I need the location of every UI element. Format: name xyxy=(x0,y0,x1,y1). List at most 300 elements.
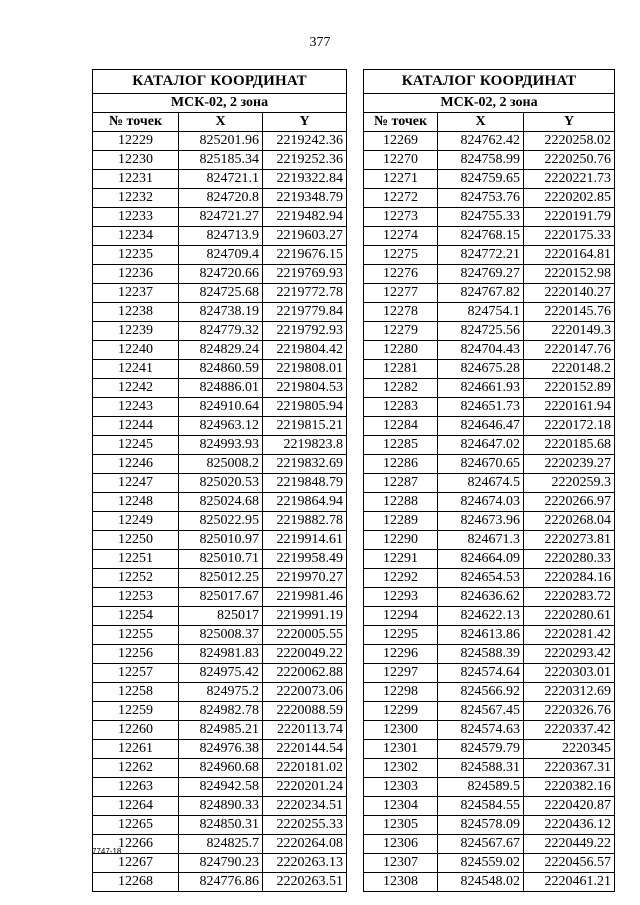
cell-point-number: 12268 xyxy=(93,873,179,892)
cell-point-number: 12236 xyxy=(93,265,179,284)
cell-y: 2220140.27 xyxy=(524,284,615,303)
table-row xyxy=(93,835,347,854)
cell-y: 2219482.94 xyxy=(263,208,347,227)
cell-y: 2220191.79 xyxy=(524,208,615,227)
cell-x: 824548.02 xyxy=(438,873,524,892)
cell-point-number: 12304 xyxy=(364,797,438,816)
cell-point-number: 12278 xyxy=(364,303,438,322)
cell-y: 2220456.57 xyxy=(524,854,615,873)
cell-y: 2219772.78 xyxy=(263,284,347,303)
cell-x: 824767.82 xyxy=(438,284,524,303)
cell-point-number: 12245 xyxy=(93,436,179,455)
cell-x: 824721.1 xyxy=(179,170,263,189)
cell-x: 824566.92 xyxy=(438,683,524,702)
cell-point-number: 12303 xyxy=(364,778,438,797)
table-row xyxy=(364,683,615,702)
cell-y: 2219815.21 xyxy=(263,417,347,436)
cell-point-number: 12253 xyxy=(93,588,179,607)
table-row xyxy=(364,873,615,892)
cell-x: 825020.53 xyxy=(179,474,263,493)
cell-x: 824993.93 xyxy=(179,436,263,455)
table-row xyxy=(93,208,347,227)
table-row xyxy=(364,151,615,170)
cell-x: 824670.65 xyxy=(438,455,524,474)
cell-y: 2220461.21 xyxy=(524,873,615,892)
table-row xyxy=(93,417,347,436)
cell-y: 2219792.93 xyxy=(263,322,347,341)
cell-y: 2219779.84 xyxy=(263,303,347,322)
cell-y: 2220088.59 xyxy=(263,702,347,721)
cell-point-number: 12243 xyxy=(93,398,179,417)
cell-point-number: 12272 xyxy=(364,189,438,208)
table-row xyxy=(93,265,347,284)
table-row xyxy=(364,531,615,550)
table-row xyxy=(364,854,615,873)
table-row xyxy=(93,189,347,208)
table-row xyxy=(364,778,615,797)
cell-y: 2220202.85 xyxy=(524,189,615,208)
cell-point-number: 12270 xyxy=(364,151,438,170)
table-row xyxy=(93,132,347,151)
table-row xyxy=(93,303,347,322)
cell-y: 2220234.51 xyxy=(263,797,347,816)
cell-point-number: 12300 xyxy=(364,721,438,740)
cell-point-number: 12298 xyxy=(364,683,438,702)
cell-point-number: 12282 xyxy=(364,379,438,398)
cell-y: 2220258.02 xyxy=(524,132,615,151)
table-row xyxy=(364,569,615,588)
table-row xyxy=(93,455,347,474)
cell-point-number: 12264 xyxy=(93,797,179,816)
cell-x: 824636.62 xyxy=(438,588,524,607)
table-row xyxy=(364,246,615,265)
cell-y: 2220273.81 xyxy=(524,531,615,550)
cell-point-number: 12232 xyxy=(93,189,179,208)
column-header-point-number: № точек xyxy=(364,113,438,132)
cell-y: 2220280.61 xyxy=(524,607,615,626)
table-row xyxy=(364,341,615,360)
cell-point-number: 12239 xyxy=(93,322,179,341)
cell-y: 2220255.33 xyxy=(263,816,347,835)
table-row xyxy=(93,778,347,797)
cell-y: 2220436.12 xyxy=(524,816,615,835)
cell-x: 824755.33 xyxy=(438,208,524,227)
cell-x: 824769.27 xyxy=(438,265,524,284)
cell-x: 824758.99 xyxy=(438,151,524,170)
cell-point-number: 12296 xyxy=(364,645,438,664)
catalog-title: КАТАЛОГ КООРДИНАТ xyxy=(93,70,347,94)
cell-point-number: 12254 xyxy=(93,607,179,626)
cell-x: 824574.64 xyxy=(438,664,524,683)
cell-point-number: 12256 xyxy=(93,645,179,664)
cell-x: 824860.59 xyxy=(179,360,263,379)
cell-x: 824588.39 xyxy=(438,645,524,664)
cell-x: 825201.96 xyxy=(179,132,263,151)
table-row xyxy=(364,607,615,626)
cell-y: 2219882.78 xyxy=(263,512,347,531)
cell-x: 824651.73 xyxy=(438,398,524,417)
cell-x: 824753.76 xyxy=(438,189,524,208)
cell-y: 2220239.27 xyxy=(524,455,615,474)
cell-y: 2220326.76 xyxy=(524,702,615,721)
cell-point-number: 12237 xyxy=(93,284,179,303)
cell-x: 824910.64 xyxy=(179,398,263,417)
table-row xyxy=(364,816,615,835)
cell-point-number: 12267 xyxy=(93,854,179,873)
cell-point-number: 12257 xyxy=(93,664,179,683)
cell-point-number: 12275 xyxy=(364,246,438,265)
cell-y: 2220337.42 xyxy=(524,721,615,740)
cell-y: 2220263.51 xyxy=(263,873,347,892)
table-row xyxy=(93,607,347,626)
cell-y: 2220152.98 xyxy=(524,265,615,284)
table-row xyxy=(93,341,347,360)
table-row xyxy=(93,474,347,493)
cell-x: 824578.09 xyxy=(438,816,524,835)
cell-point-number: 12287 xyxy=(364,474,438,493)
table-row xyxy=(364,759,615,778)
cell-point-number: 12307 xyxy=(364,854,438,873)
cell-y: 2220266.97 xyxy=(524,493,615,512)
cell-y: 2220049.22 xyxy=(263,645,347,664)
table-row xyxy=(93,759,347,778)
cell-x: 824654.53 xyxy=(438,569,524,588)
cell-y: 2219252.36 xyxy=(263,151,347,170)
cell-y: 2220149.3 xyxy=(524,322,615,341)
cell-point-number: 12229 xyxy=(93,132,179,151)
table-row xyxy=(364,227,615,246)
table-row xyxy=(364,170,615,189)
table-row xyxy=(364,436,615,455)
cell-y: 2219970.27 xyxy=(263,569,347,588)
cell-point-number: 12266 xyxy=(93,835,179,854)
cell-x: 824704.43 xyxy=(438,341,524,360)
table-row xyxy=(364,512,615,531)
cell-point-number: 12233 xyxy=(93,208,179,227)
cell-x: 824574.63 xyxy=(438,721,524,740)
cell-x: 824613.86 xyxy=(438,626,524,645)
cell-point-number: 12238 xyxy=(93,303,179,322)
cell-y: 2220073.06 xyxy=(263,683,347,702)
cell-point-number: 12252 xyxy=(93,569,179,588)
cell-point-number: 12301 xyxy=(364,740,438,759)
cell-x: 824960.68 xyxy=(179,759,263,778)
cell-point-number: 12280 xyxy=(364,341,438,360)
coordinate-catalog-table-left xyxy=(92,69,347,892)
cell-x: 825017.67 xyxy=(179,588,263,607)
cell-x: 824709.4 xyxy=(179,246,263,265)
table-row xyxy=(364,740,615,759)
column-header-point-number: № точек xyxy=(93,113,179,132)
cell-point-number: 12251 xyxy=(93,550,179,569)
cell-y: 2219981.46 xyxy=(263,588,347,607)
table-row xyxy=(93,512,347,531)
cell-point-number: 12288 xyxy=(364,493,438,512)
coordinate-system-zone: МСК-02, 2 зона xyxy=(364,94,615,113)
table-row xyxy=(364,835,615,854)
table-row xyxy=(364,379,615,398)
table-row xyxy=(93,436,347,455)
cell-x: 825008.37 xyxy=(179,626,263,645)
cell-y: 2219832.69 xyxy=(263,455,347,474)
table-row xyxy=(93,626,347,645)
table-row xyxy=(93,227,347,246)
table-row xyxy=(364,626,615,645)
table-row xyxy=(93,721,347,740)
cell-x: 824584.55 xyxy=(438,797,524,816)
table-row xyxy=(93,550,347,569)
cell-x: 824725.56 xyxy=(438,322,524,341)
cell-x: 824790.23 xyxy=(179,854,263,873)
table-row xyxy=(364,265,615,284)
cell-x: 824661.93 xyxy=(438,379,524,398)
cell-point-number: 12297 xyxy=(364,664,438,683)
table-row xyxy=(93,664,347,683)
table-row xyxy=(364,132,615,151)
cell-point-number: 12247 xyxy=(93,474,179,493)
cell-y: 2220161.94 xyxy=(524,398,615,417)
cell-y: 2220312.69 xyxy=(524,683,615,702)
cell-x: 824981.83 xyxy=(179,645,263,664)
cell-point-number: 12262 xyxy=(93,759,179,778)
cell-x: 824942.58 xyxy=(179,778,263,797)
cell-x: 824671.3 xyxy=(438,531,524,550)
cell-point-number: 12255 xyxy=(93,626,179,645)
cell-y: 2220449.22 xyxy=(524,835,615,854)
cell-y: 2220185.68 xyxy=(524,436,615,455)
table-row xyxy=(93,588,347,607)
cell-x: 824890.33 xyxy=(179,797,263,816)
cell-point-number: 12230 xyxy=(93,151,179,170)
cell-x: 824673.96 xyxy=(438,512,524,531)
cell-x: 825010.97 xyxy=(179,531,263,550)
cell-y: 2220145.76 xyxy=(524,303,615,322)
cell-point-number: 12271 xyxy=(364,170,438,189)
cell-y: 2220164.81 xyxy=(524,246,615,265)
cell-point-number: 12269 xyxy=(364,132,438,151)
cell-point-number: 12285 xyxy=(364,436,438,455)
cell-x: 825010.71 xyxy=(179,550,263,569)
cell-x: 824713.9 xyxy=(179,227,263,246)
cell-x: 824646.47 xyxy=(438,417,524,436)
table-row xyxy=(93,398,347,417)
cell-y: 2220420.87 xyxy=(524,797,615,816)
table-row xyxy=(93,797,347,816)
table-row xyxy=(93,170,347,189)
cell-x: 824725.68 xyxy=(179,284,263,303)
cell-y: 2220283.72 xyxy=(524,588,615,607)
cell-point-number: 12242 xyxy=(93,379,179,398)
cell-point-number: 12290 xyxy=(364,531,438,550)
cell-y: 2220268.04 xyxy=(524,512,615,531)
cell-y: 2219348.79 xyxy=(263,189,347,208)
cell-y: 2220264.08 xyxy=(263,835,347,854)
cell-y: 2220367.31 xyxy=(524,759,615,778)
cell-y: 2220281.42 xyxy=(524,626,615,645)
cell-point-number: 12259 xyxy=(93,702,179,721)
cell-y: 2219322.84 xyxy=(263,170,347,189)
cell-x: 824963.12 xyxy=(179,417,263,436)
table-row xyxy=(364,360,615,379)
table-row xyxy=(364,303,615,322)
cell-point-number: 12235 xyxy=(93,246,179,265)
cell-y: 2219808.01 xyxy=(263,360,347,379)
cell-x: 825017 xyxy=(179,607,263,626)
cell-y: 2220147.76 xyxy=(524,341,615,360)
table-body xyxy=(364,132,615,892)
cell-y: 2219603.27 xyxy=(263,227,347,246)
cell-point-number: 12308 xyxy=(364,873,438,892)
cell-y: 2220005.55 xyxy=(263,626,347,645)
table-body xyxy=(93,132,347,892)
cell-y: 2220062.88 xyxy=(263,664,347,683)
cell-x: 825012.25 xyxy=(179,569,263,588)
table-row xyxy=(93,683,347,702)
cell-x: 824674.5 xyxy=(438,474,524,493)
cell-x: 824825.7 xyxy=(179,835,263,854)
cell-x: 824776.86 xyxy=(179,873,263,892)
cell-point-number: 12289 xyxy=(364,512,438,531)
table-row xyxy=(364,645,615,664)
cell-point-number: 12246 xyxy=(93,455,179,474)
table-row xyxy=(364,721,615,740)
cell-x: 824664.09 xyxy=(438,550,524,569)
cell-point-number: 12240 xyxy=(93,341,179,360)
cell-point-number: 12273 xyxy=(364,208,438,227)
table-row xyxy=(93,379,347,398)
table-row xyxy=(364,455,615,474)
cell-y: 2220284.16 xyxy=(524,569,615,588)
cell-x: 824675.28 xyxy=(438,360,524,379)
column-header-y: Y xyxy=(524,113,615,132)
cell-point-number: 12284 xyxy=(364,417,438,436)
cell-x: 824829.24 xyxy=(179,341,263,360)
cell-y: 2219991.19 xyxy=(263,607,347,626)
cell-x: 824588.31 xyxy=(438,759,524,778)
cell-point-number: 12263 xyxy=(93,778,179,797)
cell-x: 824579.79 xyxy=(438,740,524,759)
table-row xyxy=(93,702,347,721)
cell-y: 2220201.24 xyxy=(263,778,347,797)
cell-point-number: 12294 xyxy=(364,607,438,626)
cell-point-number: 12283 xyxy=(364,398,438,417)
table-row xyxy=(93,816,347,835)
table-row xyxy=(364,189,615,208)
table-row xyxy=(364,702,615,721)
cell-y: 2219804.53 xyxy=(263,379,347,398)
cell-x: 824567.67 xyxy=(438,835,524,854)
cell-y: 2220250.76 xyxy=(524,151,615,170)
table-row xyxy=(364,284,615,303)
cell-point-number: 12260 xyxy=(93,721,179,740)
cell-point-number: 12295 xyxy=(364,626,438,645)
page-number: 377 xyxy=(309,35,331,50)
cell-x: 824982.78 xyxy=(179,702,263,721)
cell-point-number: 12277 xyxy=(364,284,438,303)
cell-x: 824772.21 xyxy=(438,246,524,265)
table-row xyxy=(364,588,615,607)
cell-y: 2219676.15 xyxy=(263,246,347,265)
cell-x: 824759.65 xyxy=(438,170,524,189)
cell-y: 2220259.3 xyxy=(524,474,615,493)
table-row xyxy=(364,322,615,341)
cell-x: 824754.1 xyxy=(438,303,524,322)
cell-x: 824720.8 xyxy=(179,189,263,208)
table-row xyxy=(364,474,615,493)
cell-y: 2219823.8 xyxy=(263,436,347,455)
cell-x: 825185.34 xyxy=(179,151,263,170)
column-header-x: X xyxy=(438,113,524,132)
cell-y: 2220263.13 xyxy=(263,854,347,873)
cell-point-number: 12244 xyxy=(93,417,179,436)
cell-x: 824622.13 xyxy=(438,607,524,626)
cell-point-number: 12305 xyxy=(364,816,438,835)
cell-point-number: 12286 xyxy=(364,455,438,474)
cell-point-number: 12306 xyxy=(364,835,438,854)
cell-x: 824720.66 xyxy=(179,265,263,284)
coordinate-system-zone: МСК-02, 2 зона xyxy=(93,94,347,113)
cell-point-number: 12250 xyxy=(93,531,179,550)
cell-y: 2220280.33 xyxy=(524,550,615,569)
cell-x: 824559.02 xyxy=(438,854,524,873)
table-row xyxy=(93,873,347,892)
cell-y: 2219958.49 xyxy=(263,550,347,569)
cell-x: 824674.03 xyxy=(438,493,524,512)
cell-y: 2220181.02 xyxy=(263,759,347,778)
cell-point-number: 12258 xyxy=(93,683,179,702)
table-row xyxy=(93,284,347,303)
column-header-y: Y xyxy=(263,113,347,132)
catalog-title: КАТАЛОГ КООРДИНАТ xyxy=(364,70,615,94)
coordinate-catalog-table-right xyxy=(363,69,615,892)
table-row xyxy=(93,151,347,170)
cell-point-number: 12281 xyxy=(364,360,438,379)
cell-y: 2219242.36 xyxy=(263,132,347,151)
cell-point-number: 12302 xyxy=(364,759,438,778)
cell-x: 824721.27 xyxy=(179,208,263,227)
cell-y: 2220345 xyxy=(524,740,615,759)
cell-y: 2219804.42 xyxy=(263,341,347,360)
cell-point-number: 12234 xyxy=(93,227,179,246)
table-row xyxy=(93,360,347,379)
table-row xyxy=(93,854,347,873)
cell-y: 2219769.93 xyxy=(263,265,347,284)
cell-point-number: 12231 xyxy=(93,170,179,189)
cell-x: 824975.2 xyxy=(179,683,263,702)
cell-x: 824762.42 xyxy=(438,132,524,151)
cell-point-number: 12291 xyxy=(364,550,438,569)
table-row xyxy=(364,797,615,816)
cell-point-number: 12299 xyxy=(364,702,438,721)
cell-y: 2220382.16 xyxy=(524,778,615,797)
table-row xyxy=(364,664,615,683)
cell-x: 824850.31 xyxy=(179,816,263,835)
cell-x: 824567.45 xyxy=(438,702,524,721)
cell-x: 824647.02 xyxy=(438,436,524,455)
cell-y: 2220144.54 xyxy=(263,740,347,759)
cell-point-number: 12292 xyxy=(364,569,438,588)
cell-y: 2220175.33 xyxy=(524,227,615,246)
cell-y: 2219805.94 xyxy=(263,398,347,417)
cell-y: 2220148.2 xyxy=(524,360,615,379)
table-row xyxy=(364,493,615,512)
cell-x: 825008.2 xyxy=(179,455,263,474)
cell-y: 2220113.74 xyxy=(263,721,347,740)
cell-x: 825022.95 xyxy=(179,512,263,531)
cell-point-number: 12274 xyxy=(364,227,438,246)
cell-x: 824589.5 xyxy=(438,778,524,797)
cell-x: 824738.19 xyxy=(179,303,263,322)
